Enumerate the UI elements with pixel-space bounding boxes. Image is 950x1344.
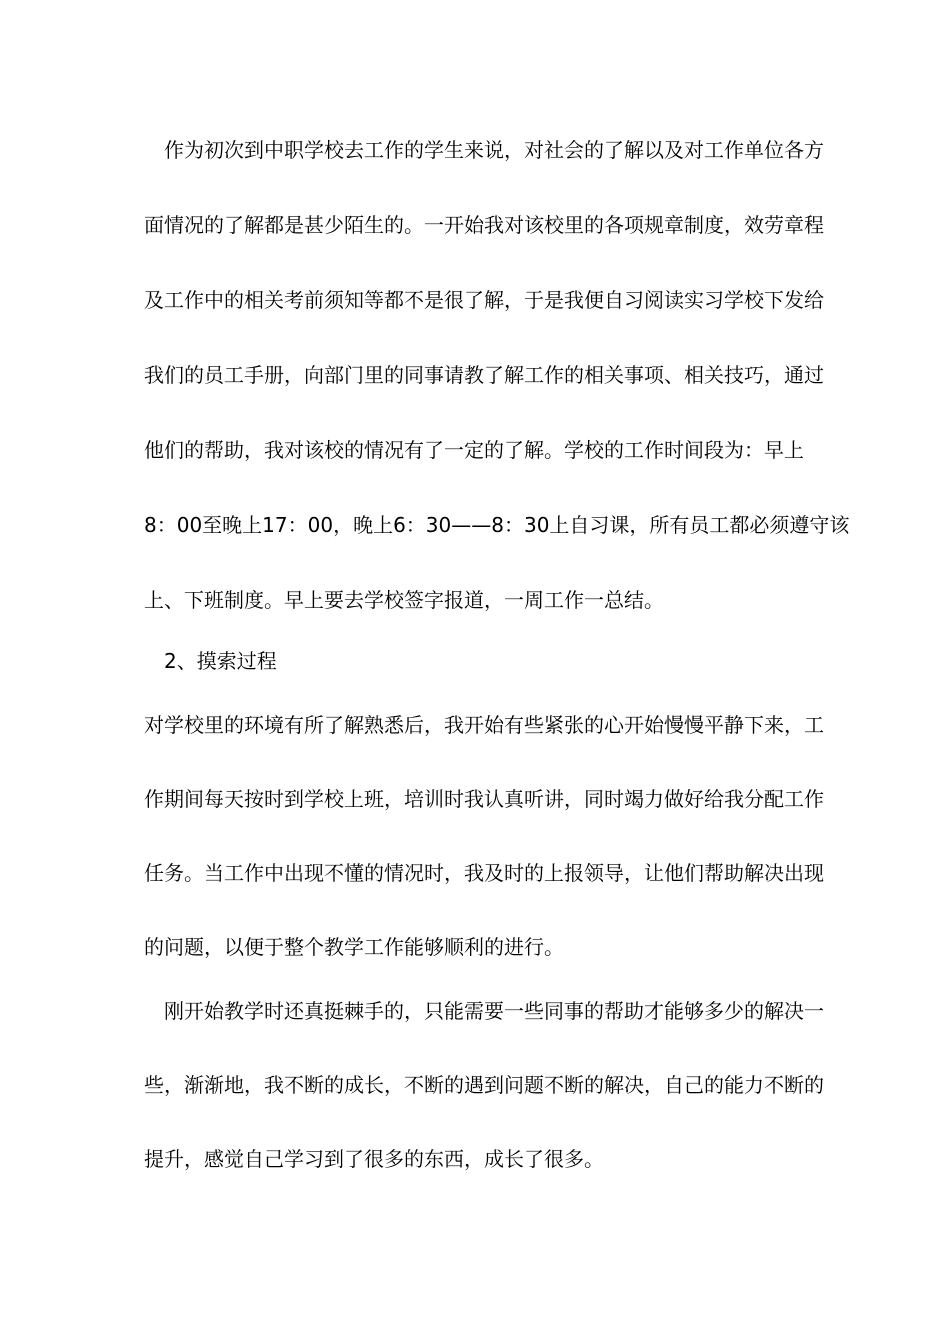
paragraph-line-3: 及工作中的相关考前须知等都不是很了解，于是我便自习阅读实习学校下发给 bbox=[144, 288, 824, 312]
paragraph-line-10: 任务。当工作中出现不懂的情况时，我及时的上报领导，让他们帮助解决出现 bbox=[144, 861, 824, 885]
paragraph-line-2: 面情况的了解都是甚少陌生的。一开始我对该校里的各项规章制度，效劳章程 bbox=[144, 213, 824, 237]
paragraph-line-6: 8：00至晚上17：00，晚上6：30——8：30上自习课，所有员工都必须遵守该 bbox=[144, 513, 850, 537]
paragraph-line-11: 的问题，以便于整个教学工作能够顺利的进行。 bbox=[144, 935, 564, 959]
paragraph-line-5: 他们的帮助，我对该校的情况有了一定的了解。学校的工作时间段为：早上 bbox=[144, 438, 804, 462]
paragraph-line-8: 对学校里的环境有所了解熟悉后，我开始有些紧张的心开始慢慢平静下来，工 bbox=[144, 713, 824, 737]
paragraph-line-1: 作为初次到中职学校去工作的学生来说，对社会的了解以及对工作单位各方 bbox=[144, 138, 824, 162]
paragraph-line-9: 作期间每天按时到学校上班，培训时我认真听讲，同时竭力做好给我分配工作 bbox=[144, 787, 824, 811]
paragraph-line-14: 提升，感觉自己学习到了很多的东西，成长了很多。 bbox=[144, 1147, 604, 1171]
paragraph-line-12: 刚开始教学时还真挺棘手的，只能需要一些同事的帮助才能够多少的解决一 bbox=[144, 999, 824, 1023]
paragraph-line-13: 些，渐渐地，我不断的成长，不断的遇到问题不断的解决，自己的能力不断的 bbox=[144, 1073, 824, 1097]
paragraph-line-7: 上、下班制度。早上要去学校签字报道，一周工作一总结。 bbox=[144, 588, 664, 612]
paragraph-line-4: 我们的员工手册，向部门里的同事请教了解工作的相关事项、相关技巧，通过 bbox=[144, 363, 824, 387]
section-heading: 2、摸索过程 bbox=[144, 649, 277, 673]
